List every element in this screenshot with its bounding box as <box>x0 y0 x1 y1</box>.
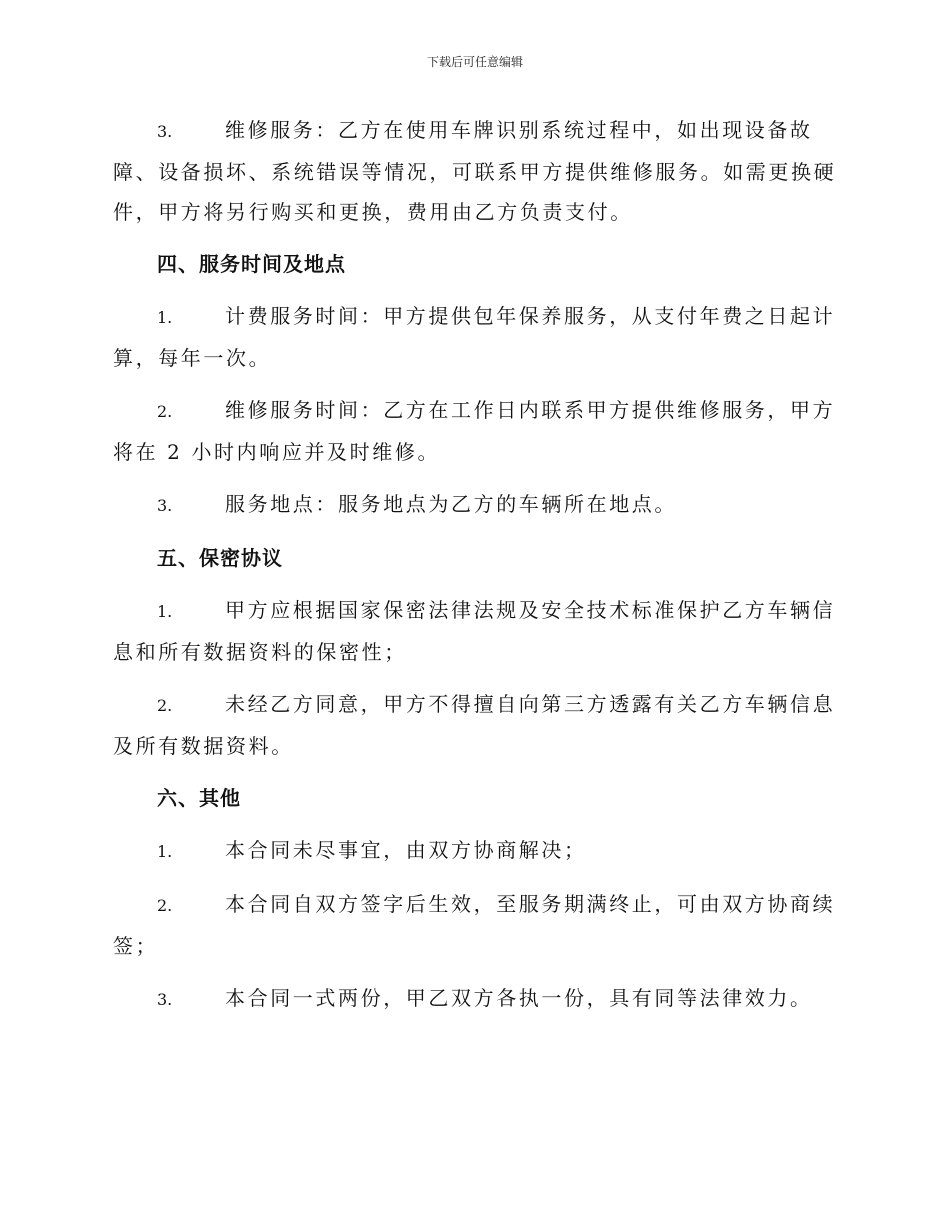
item-number: 3. <box>157 496 173 515</box>
item-text: 维修服务时间：乙方在工作日内联系甲方提供维修服务，甲方将在 2 小时内响应并及时维修。 <box>113 398 836 464</box>
section-heading-confidentiality: 五、保密协议 <box>157 546 283 570</box>
item-text: 服务地点：服务地点为乙方的车辆所在地点。 <box>225 492 677 516</box>
clause-2-effective-term <box>113 884 839 966</box>
section-heading-service-time: 四、服务时间及地点 <box>157 252 346 276</box>
clause-2-no-disclosure <box>113 684 839 766</box>
item-number: 2. <box>157 402 173 421</box>
item-number: 2. <box>157 896 173 915</box>
clause-1-billing-time <box>113 296 839 378</box>
clause-2-repair-time <box>113 390 839 472</box>
item-number: 2. <box>157 696 173 715</box>
item-text: 计费服务时间：甲方提供包年保养服务，从支付年费之日起计算，每年一次。 <box>113 304 836 370</box>
item-number: 1. <box>157 842 173 861</box>
item-number: 3. <box>157 990 173 1009</box>
item-text: 维修服务：乙方在使用车牌识别系统过程中，如出现设备故障、设备损坏、系统错误等情况，可联系甲方提供维修服务。如需更换硬件，甲方将另行购买和更换，费用由乙方负责支付。 <box>113 118 837 224</box>
item-text: 本合同一式两份，甲乙双方各执一份，具有同等法律效力。 <box>225 986 813 1010</box>
document-body <box>113 110 839 1032</box>
item-number: 1. <box>157 602 173 621</box>
page-header: 下载后可任意编辑 <box>426 55 523 69</box>
item-text: 本合同未尽事宜，由双方协商解决； <box>225 838 587 862</box>
clause-3-copies <box>113 978 839 1020</box>
section-heading-other: 六、其他 <box>157 786 241 810</box>
item-number: 1. <box>157 308 173 327</box>
item-text: 未经乙方同意，甲方不得擅自向第三方透露有关乙方车辆信息及所有数据资料。 <box>113 692 836 758</box>
clause-1-unresolved-matters <box>113 830 839 872</box>
item-number: 3. <box>157 122 173 141</box>
item-text: 本合同自双方签字后生效，至服务期满终止，可由双方协商续签； <box>113 892 836 958</box>
clause-3-service-location <box>113 484 839 526</box>
clause-3-repair-service <box>113 110 839 232</box>
item-text: 甲方应根据国家保密法律法规及安全技术标准保护乙方车辆信息和所有数据资料的保密性； <box>113 598 836 664</box>
clause-1-data-protection <box>113 590 839 672</box>
